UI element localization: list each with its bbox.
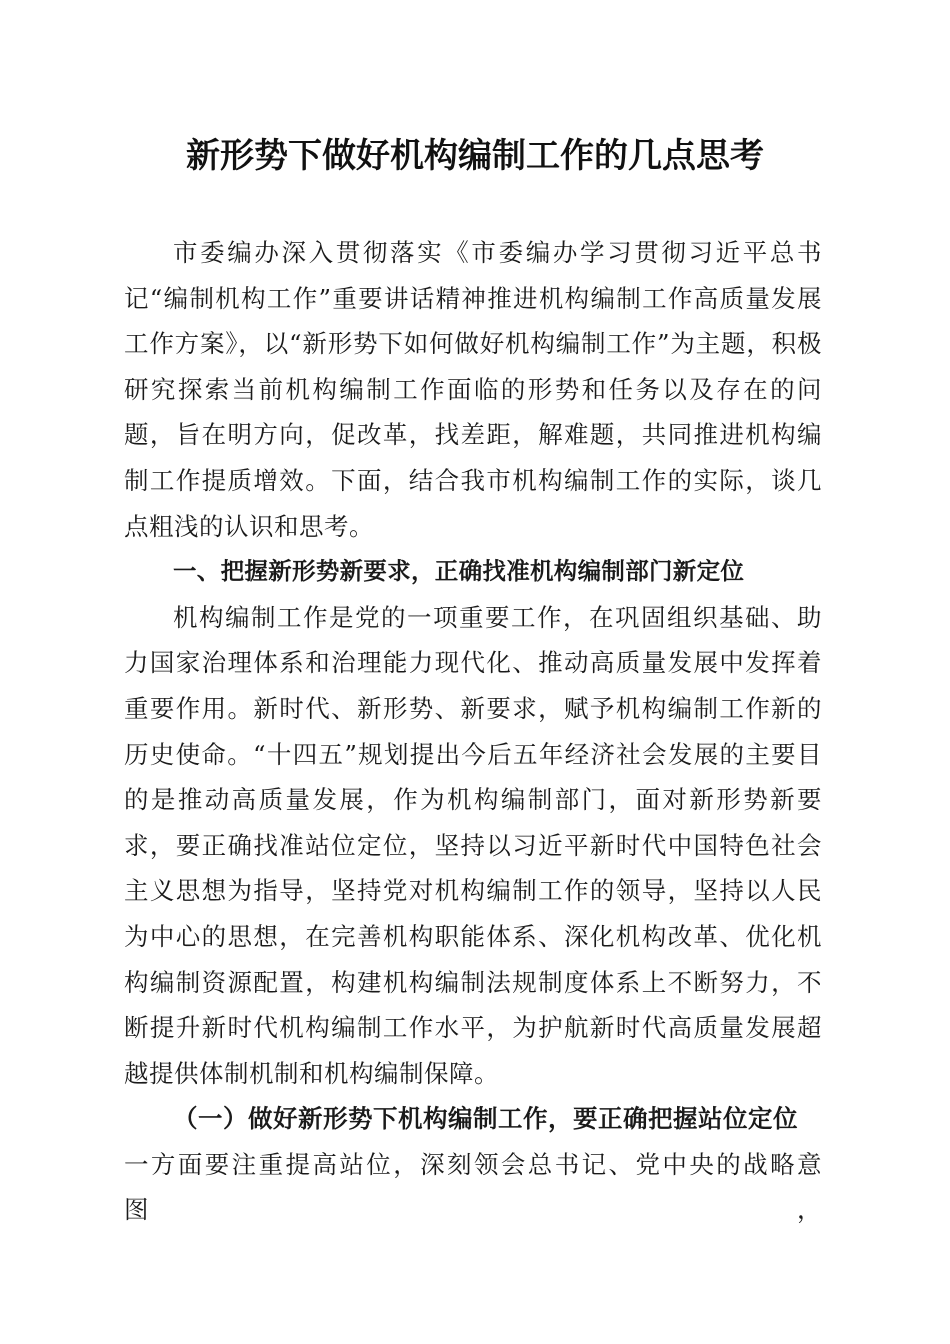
subsection-heading-1: （一）做好新形势下机构编制工作，要正确把握站位定位 (173, 1104, 798, 1134)
intro-paragraph: 市委编办深入贯彻落实《市委编办学习贯彻习近平总书记“编制机构工作”重要讲话精神推进机构编制工作高质量发展工作方案》，以“新形势下如何做好机构编制工作”为主题，积极研究探索当前机构编制工作面临的形势和任务以及存在的问题，旨在明方向，促改革，找差距，解难题，共同推进机构编制工作提质增效。下面，结合我市机构编制工作的实际，谈几点粗浅的认识和思考。 (124, 238, 822, 541)
document-body (124, 230, 822, 1233)
section-heading-1: 一、把握新形势新要求，正确找准机构编制部门新定位 (173, 557, 745, 586)
section-1-paragraph: 机构编制工作是党的一项重要工作，在巩固组织基础、助力国家治理体系和治理能力现代化、推动高质量发展中发挥着重要作用。新时代、新形势、新要求，赋予机构编制工作新的历史使命。“十四五”规划提出今后五年经济社会发展的主要目的是推动高质量发展，作为机构编制部门，面对新形势新要求，要正确找准站位定位，坚持以习近平新时代中国特色社会主义思想为指导，坚持党对机构编制工作的领导，坚持以人民为中心的思想，在完善机构职能体系、深化机构改革、优化机构编制资源配置，构建机构编制法规制度体系上不断努力，不断提升新时代机构编制工作水平，为护航新时代高质量发展超越提供体制机制和机构编制保障。 (124, 602, 822, 1088)
subsection-1-text: 一方面要注重提高站位，深刻领会总书记、党中央的战略意图， (124, 1149, 822, 1225)
document-title: 新形势下做好机构编制工作的几点思考 (186, 136, 764, 176)
